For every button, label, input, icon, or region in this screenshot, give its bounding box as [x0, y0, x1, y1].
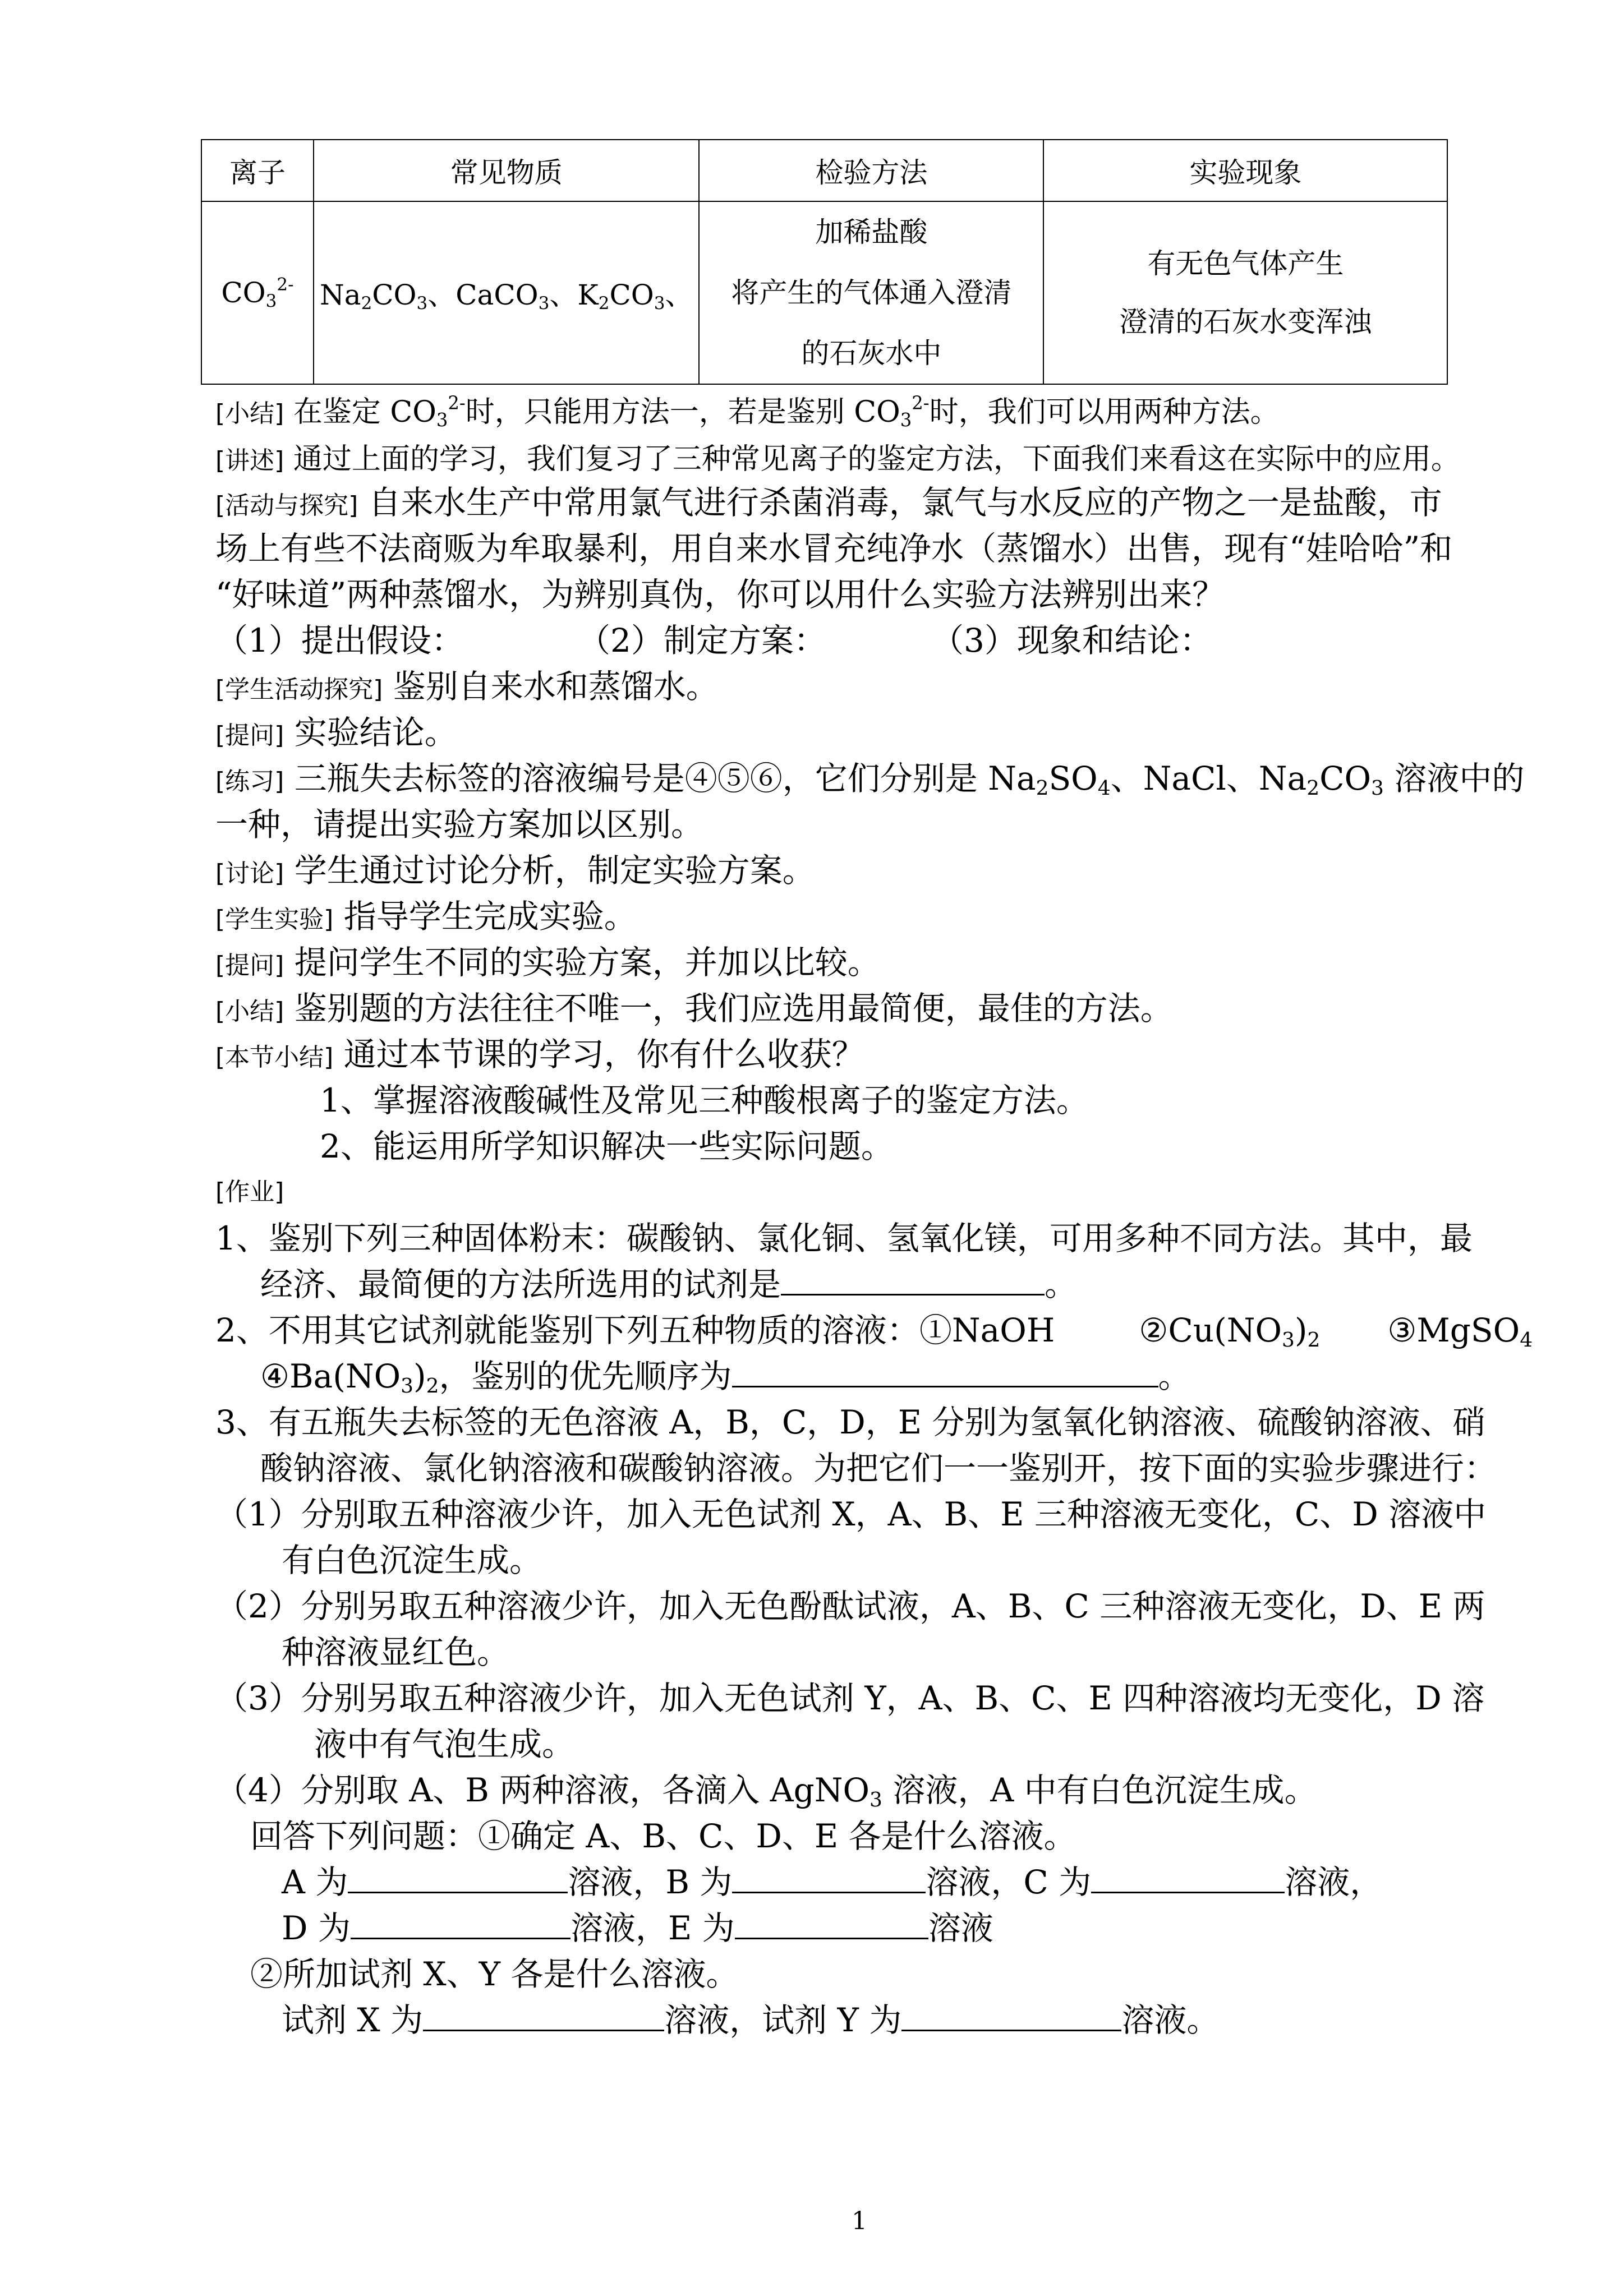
header-method: 检验方法: [699, 140, 1043, 201]
question-line-1: [提问] 实验结论。: [215, 713, 457, 751]
answer-line-xy: 试剂 X 为 溶液，试剂 Y 为 溶液。: [282, 2001, 1220, 2039]
homework-q1-line-2: 经济、最简便的方法所选用的试剂是 。: [260, 1265, 1078, 1303]
table-row: [201, 201, 1447, 384]
header-substances: 常见物质: [314, 140, 699, 201]
answer-line-de: D 为 溶液，E 为 溶液: [282, 1909, 993, 1947]
takeaway-1: 1、掌握溶液酸碱性及常见三种酸根离子的鉴定方法。: [320, 1081, 1089, 1119]
activity-line-3: “好味道”两种蒸馏水，为辨别真伪，你可以用什么实验方法辨别出来？: [215, 575, 1225, 614]
answer-blank-a[interactable]: [348, 1862, 568, 1893]
answer-prompt-1: 回答下列问题：①确定 A、B、C、D、E 各是什么溶液。: [250, 1817, 1076, 1855]
table-header-row: [201, 140, 1447, 201]
q3-step-3-line-1: （3）分别另取五种溶液少许，加入无色试剂 Y，A、B、C、E 四种溶液均无变化，D 溶: [215, 1679, 1485, 1717]
q3-step-2-line-1: （2）分别另取五种溶液少许，加入无色酚酞试液，A、B、C 三种溶液无变化，D、E 两: [215, 1587, 1485, 1625]
exercise-line-1: [练习] 三瓶失去标签的溶液编号是④⑤⑥，它们分别是 $Na_2SO_4$、NaCl、$Na_2CO_3$ 溶液中的: [215, 759, 1525, 800]
section-summary-line: [本节小结] 通过本节课的学习，你有什么收获？: [215, 1035, 864, 1073]
answer-line-abc: A 为 溶液，B 为 溶液，C 为 溶液，: [282, 1863, 1383, 1901]
q3-step-1-line-2: 有白色沉淀生成。: [282, 1541, 542, 1579]
cell-ion: $CO_3^{2-}$: [201, 201, 314, 384]
answer-blank-y[interactable]: [901, 2000, 1121, 2031]
answer-prompt-2: ②所加试剂 X、Y 各是什么溶液。: [250, 1955, 739, 1993]
student-activity-line: [学生活动探究] 鉴别自来水和蒸馏水。: [215, 667, 719, 706]
cell-method: 加稀盐酸 将产生的气体通入澄清 的石灰水中: [699, 201, 1043, 384]
summary-line-1: [小结] 在鉴定 $CO_3^{2-}$时，只能用方法一，若是鉴别 $CO_3^{2-}$时，我们可以用两种方法。: [215, 392, 1280, 431]
answer-blank-d[interactable]: [351, 1908, 571, 1939]
step-plan: （2）制定方案：: [578, 621, 826, 660]
answer-blank-b[interactable]: [732, 1862, 926, 1893]
takeaway-2: 2、能运用所学知识解决一些实际问题。: [320, 1127, 894, 1165]
ion-test-table: [201, 139, 1448, 385]
activity-line-1: [活动与探究] 自来水生产中常用氯气进行杀菌消毒，氯气与水反应的产物之一是盐酸，市: [215, 483, 1442, 522]
student-experiment-line: [学生实验] 指导学生完成实验。: [215, 897, 637, 935]
answer-blank[interactable]: [732, 1357, 1158, 1387]
q3-step-1-line-1: （1）分别取五种溶液少许，加入无色试剂 X，A、B、E 三种溶液无变化，C、D 溶液中: [215, 1495, 1487, 1533]
step-hypothesis: （1）提出假设：: [215, 621, 464, 660]
question-line-2: [提问] 提问学生不同的实验方案，并加以比较。: [215, 943, 880, 981]
summary-line-2: [小结] 鉴别题的方法往往不唯一，我们应选用最简便，最佳的方法。: [215, 989, 1173, 1027]
homework-q2-line-2: $④Ba(NO_3)_2$，鉴别的优先顺序为 。: [260, 1357, 1191, 1398]
activity-line-2: 场上有些不法商贩为牟取暴利，用自来水冒充纯净水（蒸馏水）出售，现有“娃哈哈”和: [215, 529, 1453, 568]
narration-line: [讲述] 通过上面的学习，我们复习了三种常见离子的鉴定方法，下面我们来看这在实际中的应用。: [215, 442, 1460, 476]
header-phenomenon: 实验现象: [1043, 140, 1447, 201]
page-number: 1: [852, 2207, 867, 2235]
q3-step-4: （4）分别取 A、B 两种溶液，各滴入 AgNO$_3$ 溶液，A 中有白色沉淀生成。: [215, 1771, 1317, 1811]
exercise-line-2: 一种，请提出实验方案加以区别。: [215, 805, 704, 843]
answer-blank-x[interactable]: [423, 2000, 664, 2031]
homework-heading: [作业]: [215, 1178, 284, 1206]
answer-blank-c[interactable]: [1091, 1862, 1285, 1893]
q3-step-2-line-2: 种溶液显红色。: [282, 1633, 510, 1671]
answer-blank-e[interactable]: [735, 1908, 928, 1939]
discussion-line: [讨论] 学生通过讨论分析，制定实验方案。: [215, 851, 815, 889]
homework-q3-line-2: 酸钠溶液、氯化钠溶液和碳酸钠溶液。为把它们一一鉴别开，按下面的实验步骤进行：: [260, 1449, 1497, 1487]
homework-q2-line-1: 2、不用其它试剂就能鉴别下列五种物质的溶液：①NaOH $②Cu(NO_3)_2$ ③MgSO$_4$: [215, 1311, 1533, 1352]
header-ion: 离子: [201, 140, 314, 201]
cell-phenomenon: 有无色气体产生 澄清的石灰水变浑浊: [1043, 201, 1447, 384]
answer-blank[interactable]: [781, 1265, 1045, 1295]
step-conclusion: （3）现象和结论：: [931, 621, 1212, 660]
homework-q1-line-1: 1、鉴别下列三种固体粉末：碳酸钠、氯化铜、氢氧化镁，可用多种不同方法。其中，最: [215, 1219, 1473, 1257]
q3-step-3-line-2: 液中有气泡生成。: [314, 1725, 575, 1763]
homework-q3-line-1: 3、有五瓶失去标签的无色溶液 A，B，C，D，E 分别为氢氧化钠溶液、硫酸钠溶液、硝: [215, 1403, 1485, 1441]
cell-substances: $Na_2CO_3$、CaCO$_3$、$K_2CO_3$、: [314, 201, 699, 384]
